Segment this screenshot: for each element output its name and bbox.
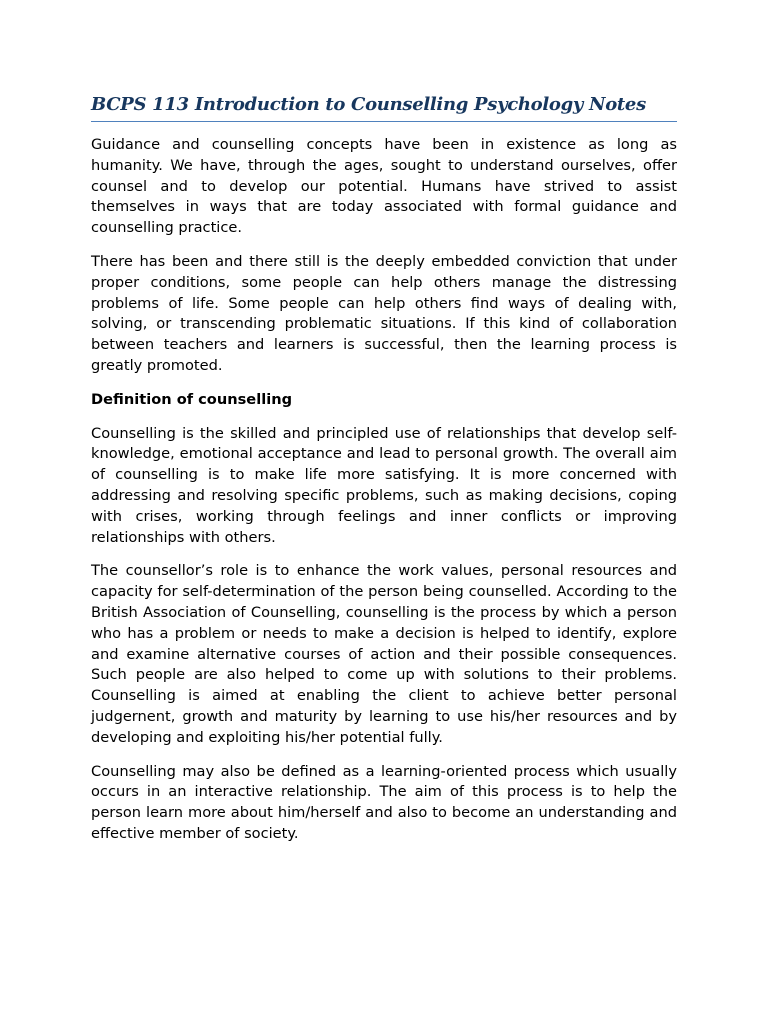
spacer	[91, 122, 677, 135]
paragraph-definition-3: Counselling may also be defined as a learning-oriented process which usually occurs in an interactive relationship. The aim of this process is to help the person learn more about him/herself and also to become an understanding and effective member of society.	[91, 762, 677, 842]
paragraph-intro-2: There has been and there still is the deeply embedded conviction that under proper conditions, some people can help others manage the distressing problems of life. Some people can help others find ways of dealing with, solving, or transcending problematic situations. If this kind of collaboration between teachers and learners is successful, then the learning process is greatly promoted.	[91, 252, 677, 374]
document-page	[91, 92, 677, 845]
paragraph-intro-1: Guidance and counselling concepts have been in existence as long as humanity. We have, through the ages, sought to understand ourselves, offer counsel and to develop our potential. Humans have strived to assist themselves in ways that are today associated with formal guidance and counselling practice.	[91, 136, 677, 237]
paragraph-definition-2: The counsellor’s role is to enhance the work values, personal resources and capacity for self-determination of the person being counselled. According to the British Association of Counselling, counselling is the process by which a person who has a problem or needs to make a decision is helped to identify, explore and examine alternative courses of action and their possible consequences. Such people are also helped to come up with solutions to their problems. Counselling is aimed at enabling the client to achieve better personal judgernent, growth and maturity by learning to use his/her resources and by developing and exploiting his/her potential fully.	[91, 562, 677, 746]
spacer	[91, 548, 677, 561]
section-heading-definition: Definition of counselling	[91, 390, 293, 408]
spacer	[91, 239, 677, 252]
spacer	[91, 749, 677, 762]
paragraph-definition-1: Counselling is the skilled and principled use of relationships that develop self-knowledge, emotional acceptance and lead to personal growth. The overall aim of counselling is to make life more satisfying. It is more concerned with addressing and resolving specific problems, such as making decisions, coping with crises, working through feelings and inner conflicts or improving relationships with others.	[91, 424, 677, 546]
document-title: BCPS 113 Introduction to Counselling Psychology Notes	[91, 92, 677, 122]
spacer	[91, 377, 677, 390]
spacer	[91, 411, 677, 424]
